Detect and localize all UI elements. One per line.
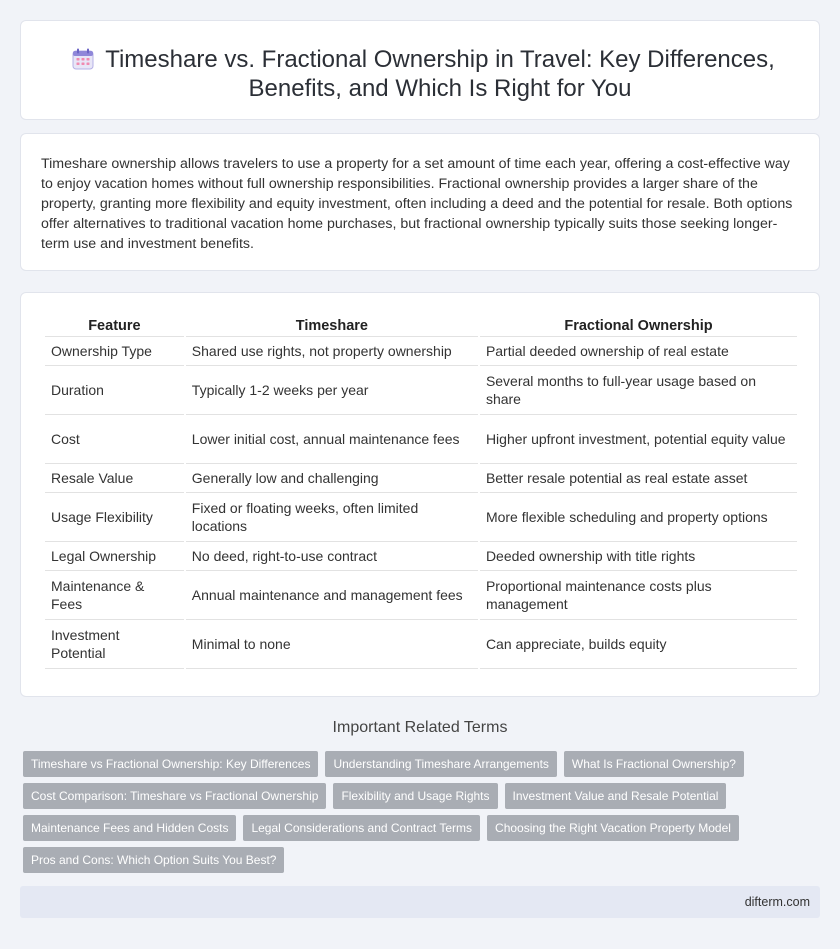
table-cell: Shared use rights, not property ownership [186,337,478,366]
intro-card [20,133,820,271]
related-term-tag[interactable]: What Is Fractional Ownership? [564,751,744,777]
related-term-tag[interactable]: Investment Value and Resale Potential [505,783,727,809]
table-cell: Cost [45,415,184,464]
table-cell: Better resale potential as real estate asset [480,464,797,493]
table-cell: Higher upfront investment, potential equity value [480,415,797,464]
related-term-tag[interactable]: Pros and Cons: Which Option Suits You Best? [23,847,284,873]
table-cell: Maintenance & Fees [45,571,184,620]
table-cell: Annual maintenance and management fees [186,571,478,620]
related-term-tag[interactable]: Choosing the Right Vacation Property Model [487,815,739,841]
table-cell: More flexible scheduling and property options [480,493,797,542]
table-header-feature: Feature [45,315,184,337]
table-cell: Resale Value [45,464,184,493]
table-cell: Ownership Type [45,337,184,366]
table-header-fractional: Fractional Ownership [480,315,797,337]
comparison-table [43,315,799,669]
table-cell: Several months to full-year usage based on share [480,366,797,415]
footer-site-link[interactable]: difterm.com [744,895,810,909]
related-term-tag[interactable]: Maintenance Fees and Hidden Costs [23,815,236,841]
table-cell: Minimal to none [186,620,478,669]
related-terms-list [23,751,813,873]
table-cell: Usage Flexibility [45,493,184,542]
table-row [45,493,797,542]
table-header-timeshare: Timeshare [186,315,478,337]
table-cell: Investment Potential [45,620,184,669]
table-cell: Fixed or floating weeks, often limited locations [186,493,478,542]
table-cell: Deeded ownership with title rights [480,542,797,571]
table-row [45,415,797,464]
table-row [45,620,797,669]
table-cell: Generally low and challenging [186,464,478,493]
table-cell: Lower initial cost, annual maintenance fees [186,415,478,464]
table-row [45,337,797,366]
related-term-tag[interactable]: Cost Comparison: Timeshare vs Fractional Ownership [23,783,326,809]
title-card [20,20,820,120]
table-cell: Partial deeded ownership of real estate [480,337,797,366]
table-row [45,571,797,620]
table-cell: Duration [45,366,184,415]
table-cell: Can appreciate, builds equity [480,620,797,669]
related-term-tag[interactable]: Understanding Timeshare Arrangements [325,751,556,777]
comparison-table-card [20,292,820,697]
related-terms-title: Important Related Terms [332,719,508,736]
table-row [45,542,797,571]
table-cell: Legal Ownership [45,542,184,571]
table-cell: Proportional maintenance costs plus management [480,571,797,620]
intro-paragraph: Timeshare ownership allows travelers to use a property for a set amount of time each year, offering a cost-effective way to enjoy vacation homes without full ownership responsibilities. Fractional ownership provides a larger share of the property, granting more flexibility and equity investment, often including a deed and the potential for resale. Both options offer alternatives to traditional vacation home purchases, but fractional ownership typically suits those seeking longer-term use and investment benefits. [41,156,793,252]
related-term-tag[interactable]: Flexibility and Usage Rights [333,783,497,809]
table-cell: Typically 1-2 weeks per year [186,366,478,415]
footer [20,886,820,918]
table-row [45,366,797,415]
page-title: Timeshare vs. Fractional Ownership in Travel: Key Differences, Benefits, and Which Is Right for You [105,46,775,102]
related-term-tag[interactable]: Legal Considerations and Contract Terms [243,815,480,841]
table-cell: No deed, right-to-use contract [186,542,478,571]
table-row [45,464,797,493]
related-term-tag[interactable]: Timeshare vs Fractional Ownership: Key Differences [23,751,318,777]
